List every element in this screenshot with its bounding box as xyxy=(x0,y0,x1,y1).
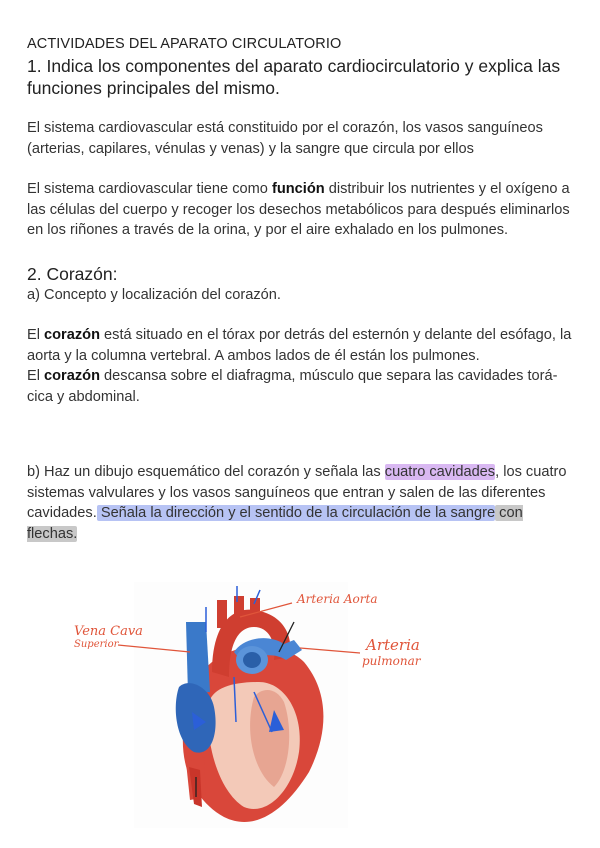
label-pulmonar: pulmonar xyxy=(362,654,421,668)
document-header: ACTIVIDADES DEL APARATO CIRCULATORIO xyxy=(27,36,342,52)
label-arteria: Arteria xyxy=(366,636,420,654)
q1-paragraph-1: El sistema cardiovascular está constituido por el corazón, los vasos sanguíneos (arterias, capilares, vénulas y venas) y la sangre que circula por ellos xyxy=(27,120,543,157)
q2-p2-text-a: El xyxy=(27,368,45,384)
q2-p1-text-a: El xyxy=(27,327,45,343)
q2-p1-bold: corazón xyxy=(44,327,100,343)
highlight-con-flechas: con flechas. xyxy=(27,505,523,542)
q2-subheading-a: a) Concepto y localización del corazón. xyxy=(27,286,281,303)
q2-p2-bold: corazón xyxy=(44,368,100,384)
label-arteria-aorta: Arteria Aorta xyxy=(297,592,378,606)
q2-p2-text-b: descansa sobre el diafragma, músculo que separa las cavidades torá-cica y abdominal. xyxy=(27,368,558,405)
label-superior: Superior xyxy=(74,639,119,650)
q1-p2-text-a: El sistema cardiovascular tiene como xyxy=(27,181,272,197)
highlight-cuatro-cavidades: cuatro cavidades xyxy=(384,464,496,480)
highlight-direccion-sentido: Señala la dirección y el sentido de la circulación de la sangre xyxy=(96,505,496,521)
question-1-title: 1. Indica los componentes del aparato cardiocirculatorio y explica las funciones principales del mismo. xyxy=(27,56,561,98)
question-2-title: 2. Corazón: xyxy=(27,263,118,284)
q1-p2-text-b: distribuir los nutrientes y el oxígeno a las células del cuerpo y recoger los desechos metabólicos para después eliminarlos en los riñones a través de la orina, y por el aire exhalado en los pulmones. xyxy=(27,181,570,238)
q1-p2-bold: función xyxy=(271,181,325,197)
label-vena-cava: Vena Cava xyxy=(74,624,143,639)
q2-p1-text-b: está situado en el tórax por detrás del esternón y delante del esófago, la aorta y la columna vertebral. A ambos lados de él están los pulmones. xyxy=(27,327,572,364)
q2-b-text-a: b) Haz un dibujo esquemático del corazón y señala las xyxy=(27,464,385,480)
q2-b-text-b: , los cuatro sistemas valvulares y los vasos sanguíneos que entran y salen de las diferentes cavidades. xyxy=(27,464,567,521)
